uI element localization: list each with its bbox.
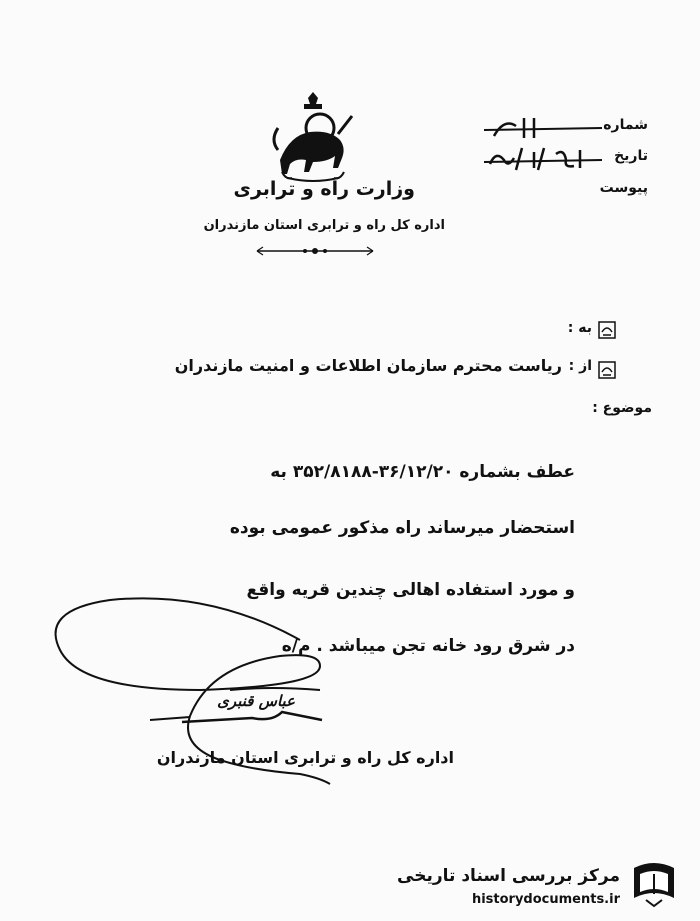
body-line: عطف بشماره ۳۶/۱۲/۲۰-۳۵۲/۸۱۸۸ به [270,462,575,482]
to-label: به : [567,320,592,336]
date-value [484,142,604,172]
signatory-title: اداره کل راه و ترابری استان مازندران [156,748,454,767]
body-line: و مورد استفاده اهالی چندین قریه واقع [246,580,575,600]
number-label: شماره [603,117,648,133]
ornament-divider [255,244,375,258]
subject-label: موضوع : [592,400,652,416]
department-name: اداره کل راه و ترابری استان مازندران [203,218,445,233]
number-value [484,112,604,142]
body-line: در شرق رود خانه تجن میباشد . م/ه [281,636,575,656]
signatory-name: عباس قنبری [217,692,295,710]
date-label: تاریخ [614,148,648,164]
stamp-icon [597,320,617,340]
archive-website: historydocuments.ir [471,892,620,907]
from-label: از : [568,358,592,374]
lion-and-sun-emblem-icon [268,90,358,185]
body-line: استحضار میرساند راه مذکور عمومی بوده [229,518,575,538]
sender-text: ریاست محترم سازمان اطلاعات و امنیت مازندران [174,356,562,375]
attachment-label: پیوست [599,180,648,196]
handwritten-date-icon [484,142,604,176]
handwritten-number-icon [484,112,604,142]
stamp-icon [597,360,617,380]
ministry-name: وزارت راه و ترابری [233,178,415,200]
archive-name: مرکز بررسی اسناد تاریخی [397,866,620,886]
archive-logo-icon [628,860,680,908]
